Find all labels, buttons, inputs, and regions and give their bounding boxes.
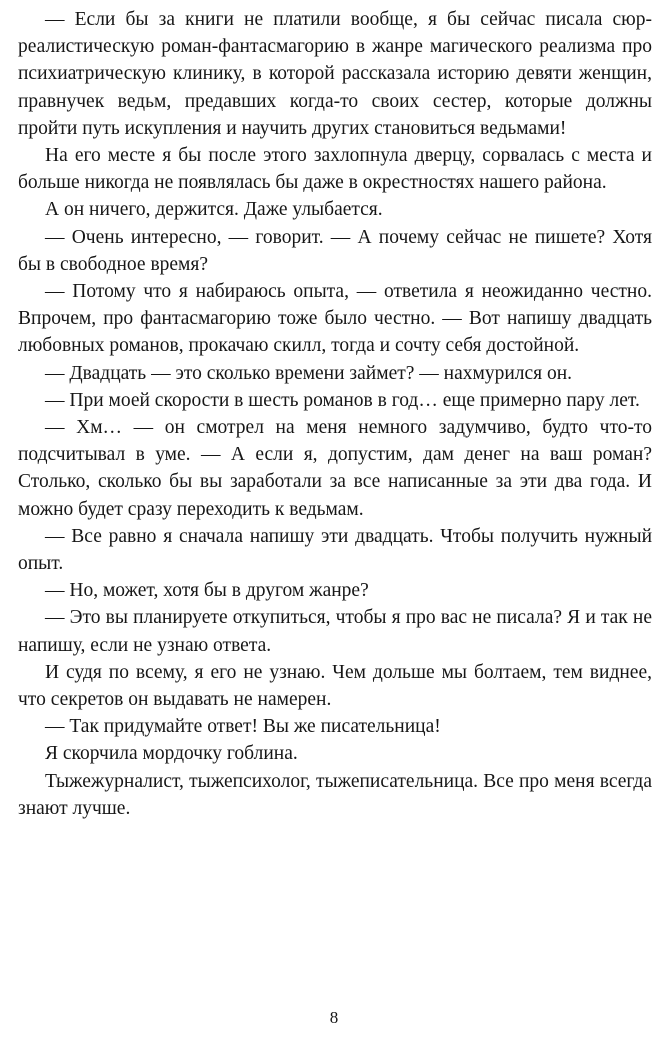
paragraph-1: — Если бы за книги не платили вообще, я бы сейчас писала сюрреалистическую роман-фантасмагорию в жанре магического реализма про психиатрическую клинику, в которой рассказала историю девяти женщин, правнучек ведьм, предавших когда-то своих сестер, которые должны пройти путь искупления и научить других становиться ведьмами! [18,9,652,139]
paragraph-15: Тыжежурналист, тыжепсихолог, тыжеписательница. Все про меня всегда знают лучше. [18,770,652,819]
paragraph-13: — Так придумайте ответ! Вы же писательница! [45,716,441,738]
paragraph-2: На его месте я бы после этого захлопнула дверцу, сорвалась с места и больше никогда не появлялась бы даже в окрестностях нашего района. [18,145,652,194]
paragraph-9: — Все равно я сначала напишу эти двадцать. Чтобы получить нужный опыт. [18,525,652,575]
paragraph-4: — Очень интересно, — говорит. — А почему сейчас не пишете? Хотя бы в свободное время? [18,226,652,275]
paragraph-3: А он ничего, держится. Даже улыбается. [45,199,383,221]
paragraph-14: Я скорчила мордочку гоблина. [45,743,298,765]
book-page [18,6,652,822]
paragraph-5: — Потому что я набираюсь опыта, — ответила я неожиданно честно. Впрочем, про фантасмагорию тоже было честно. — Вот напишу двадцать любовных романов, прокачаю скилл, тогда и сочту себя достойной. [18,281,652,357]
paragraph-6: — Двадцать — это сколько времени займет? — нахмурился он. [45,362,573,384]
paragraph-8: — Хм… — он смотрел на меня немного задумчиво, будто что-то подсчитывал в уме. — А если я, допустим, дам денег на ваш роман? Столько, сколько бы вы заработали за все написанные за эти два года. И можно будет сразу переходить к ведьмам. [18,417,652,520]
paragraph-12: И судя по всему, я его не узнаю. Чем дольше мы болтаем, тем виднее, что секретов он выдавать не намерен. [18,661,652,711]
paragraph-10: — Но, может, хотя бы в другом жанре? [45,580,369,602]
paragraph-11: — Это вы планируете откупиться, чтобы я про вас не писала? Я и так не напишу, если не узнаю ответа. [18,607,652,656]
page-number: 8 [329,1008,339,1027]
paragraph-7: — При моей скорости в шесть романов в год… еще примерно пару лет. [45,389,640,411]
